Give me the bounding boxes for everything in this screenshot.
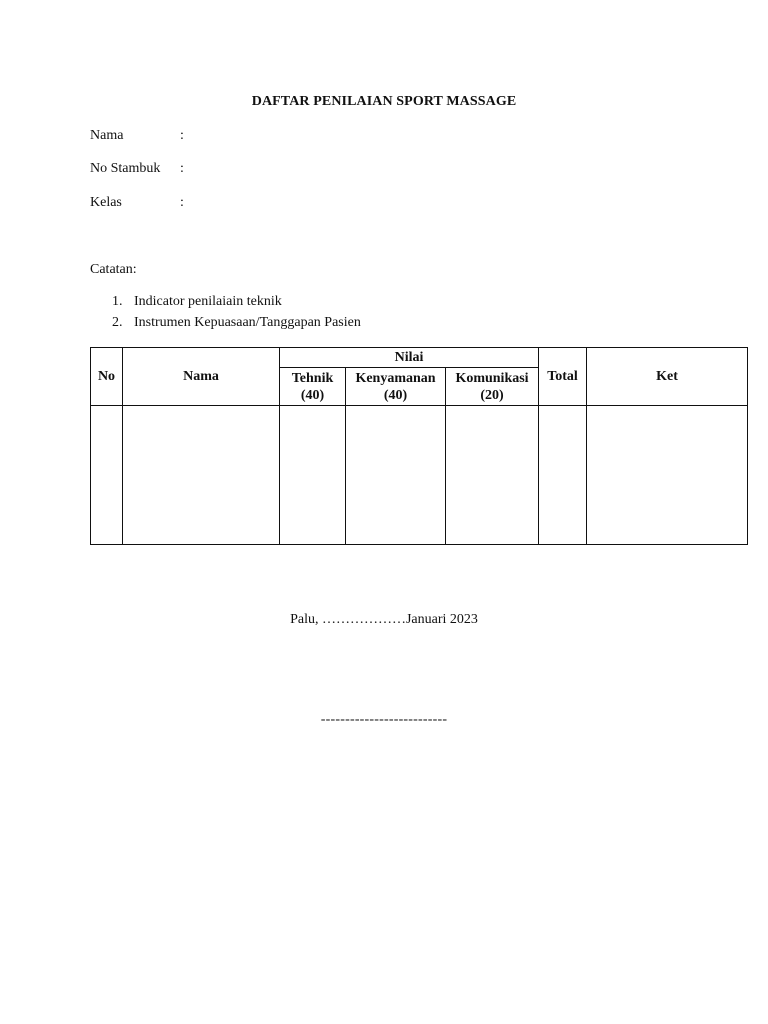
field-nama-separator: : bbox=[180, 128, 184, 143]
notes-item bbox=[90, 293, 361, 314]
cell-no bbox=[91, 406, 123, 545]
header-tehnik bbox=[280, 368, 346, 406]
header-kenyamanan bbox=[346, 368, 446, 406]
notes-item-number: 2. bbox=[112, 315, 123, 330]
notes-list bbox=[90, 293, 361, 335]
field-no-stambuk-label: No Stambuk bbox=[90, 161, 161, 176]
header-nilai: Nilai bbox=[280, 348, 539, 368]
cell-nama bbox=[123, 406, 280, 545]
field-nama bbox=[90, 127, 184, 145]
field-kelas-label: Kelas bbox=[90, 195, 122, 210]
field-kelas bbox=[90, 194, 184, 212]
assessment-table bbox=[90, 347, 748, 545]
header-nama: Nama bbox=[123, 348, 280, 406]
table-header-row bbox=[91, 348, 748, 368]
cell-komunikasi bbox=[446, 406, 539, 545]
table-row bbox=[91, 406, 748, 545]
header-kenyamanan-score: (40) bbox=[383, 387, 408, 403]
cell-tehnik bbox=[280, 406, 346, 545]
header-total: Total bbox=[539, 348, 587, 406]
header-ket: Ket bbox=[587, 348, 748, 406]
cell-total bbox=[539, 406, 587, 545]
document-title: DAFTAR PENILAIAN SPORT MASSAGE bbox=[251, 94, 517, 109]
header-komunikasi-score: (20) bbox=[480, 387, 504, 403]
notes-item-text: Instrumen Kepuasaan/Tanggapan Pasien bbox=[134, 315, 361, 330]
header-komunikasi-label: Komunikasi bbox=[455, 370, 529, 386]
field-no-stambuk-separator: : bbox=[180, 161, 184, 176]
header-tehnik-score: (40) bbox=[300, 387, 325, 403]
field-no-stambuk bbox=[90, 160, 184, 178]
cell-kenyamanan bbox=[346, 406, 446, 545]
notes-item-text: Indicator penilaiain teknik bbox=[134, 294, 282, 309]
header-no: No bbox=[91, 348, 123, 406]
cell-ket bbox=[587, 406, 748, 545]
field-nama-label: Nama bbox=[90, 128, 124, 143]
header-tehnik-label: Tehnik bbox=[291, 370, 334, 386]
notes-heading: Catatan: bbox=[90, 262, 137, 277]
signature-line: -------------------------- bbox=[320, 712, 448, 727]
header-kenyamanan-label: Kenyamanan bbox=[355, 370, 436, 386]
notes-item-number: 1. bbox=[112, 294, 123, 309]
header-komunikasi bbox=[446, 368, 539, 406]
field-kelas-separator: : bbox=[180, 195, 184, 210]
notes-item bbox=[90, 314, 361, 335]
place-date: Palu, ………………Januari 2023 bbox=[290, 612, 478, 627]
